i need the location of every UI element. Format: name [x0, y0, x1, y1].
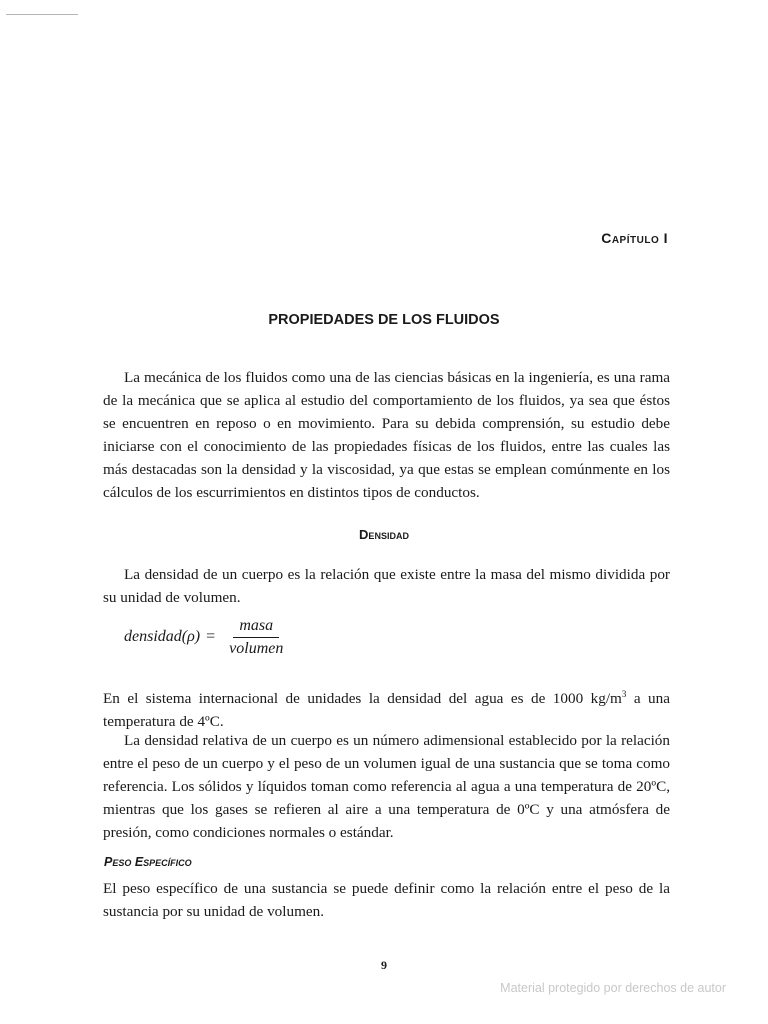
page-number: 9: [381, 958, 387, 972]
density-paragraph-1: La densidad de un cuerpo es la relación que existe entre la masa del mismo dividida por su unidad de volumen.: [103, 566, 670, 606]
section-heading-specific-weight: Peso Específico: [104, 855, 192, 869]
formula-equals: =: [206, 628, 216, 645]
density-p2-superscript: 3: [621, 689, 627, 699]
density-paragraph-3: La densidad relativa de un cuerpo es un número adimensional establecido por la relación entre el peso de un cuerpo y el peso de un volumen igual de una sustancia que se toma como referencia. Los sólidos y líquidos toman como referencia al agua a una temperatura de 20ºC, mientras que los gases se refieren al aire a una temperatura de 0ºC y una atmósfera de presión, como condiciones normales o estándar.: [103, 732, 670, 841]
formula-denominator: volumen: [229, 639, 284, 657]
specific-weight-paragraph: El peso específico de una sustancia se puede definir como la relación entre el peso de la sustancia por su unidad de volumen.: [103, 880, 670, 920]
chapter-title: PROPIEDADES DE LOS FLUIDOS: [268, 312, 500, 328]
density-p2-text-end: a una temperatura de 4ºC.: [103, 690, 670, 731]
formula-fraction: [223, 617, 289, 658]
formula-numerator: masa: [233, 617, 279, 638]
section-heading-density: Densidad: [359, 527, 409, 542]
density-paragraph-2: [103, 683, 670, 733]
copyright-watermark: Material protegido por derechos de autor: [500, 981, 726, 995]
formula-lhs: densidad(ρ): [124, 628, 201, 645]
intro-paragraph: La mecánica de los fluidos como una de las ciencias básicas en la ingeniería, es una rama de la mecánica que se aplica al estudio del comportamiento de los fluidos, ya sea que éstos se encuentren en reposo o en movimiento. Para su debida comprensión, su estudio debe iniciarse con el conocimiento de las propiedades físicas de los fluidos, entre las cuales las más destacadas son la densidad y la viscosidad, ya que estas se emplean comúnmente en los cálculos de los escurrimientos en distintos tipos de conductos.: [103, 369, 670, 501]
density-p2-text: En el sistema internacional de unidades la densidad del agua es de 1000 kg/m: [103, 690, 622, 708]
density-formula: [124, 614, 289, 660]
chapter-label: Capítulo I: [601, 230, 668, 246]
top-rule: [6, 14, 78, 15]
